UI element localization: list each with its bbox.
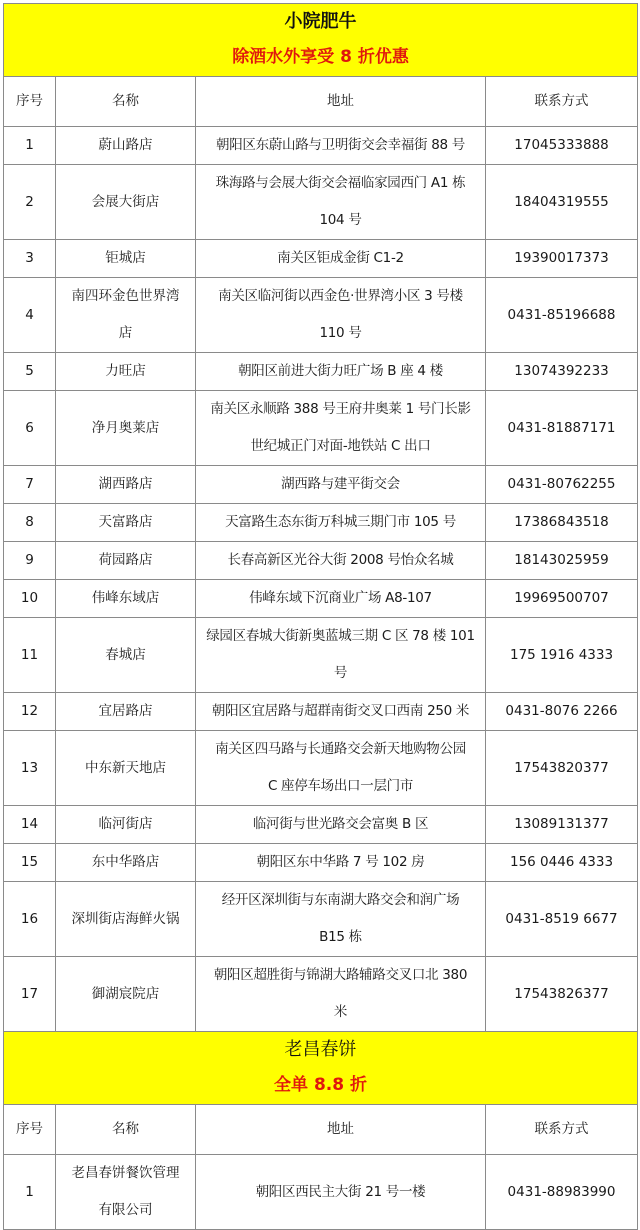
store-name [56, 278, 196, 353]
store-name [56, 466, 196, 504]
store-name-line: 店 [118, 325, 133, 341]
store-address [196, 957, 486, 1032]
row-number: 5 [4, 353, 56, 391]
store-name-line: 老昌春饼餐饮管理 [71, 1165, 180, 1181]
banner-cell [4, 4, 638, 77]
store-name [56, 240, 196, 278]
store-name [56, 1155, 196, 1230]
store-address-line: 朝阳区西民主大街 21 号一楼 [255, 1183, 426, 1200]
store-name-line: 湖西路店 [98, 476, 153, 492]
column-header-address: 地址 [196, 77, 486, 127]
column-header-number: 序号 [4, 1105, 56, 1155]
store-name [56, 542, 196, 580]
row-number: 8 [4, 504, 56, 542]
table-row [4, 618, 638, 693]
table-row [4, 165, 638, 240]
store-address-line: B15 栋 [319, 929, 362, 945]
row-number: 14 [4, 806, 56, 844]
store-name-line: 御湖宸院店 [91, 985, 160, 1002]
store-address-line: 经开区深圳街与东南湖大路交会和润广场 [221, 892, 460, 908]
table-row [4, 542, 638, 580]
store-address-line: 珠海路与会展大街交会福临家园西门 A1 栋 [215, 175, 466, 191]
table-row [4, 127, 638, 165]
store-name [56, 580, 196, 618]
column-header-contact: 联系方式 [486, 77, 638, 127]
store-contact-phone: 19969500707 [486, 580, 638, 618]
store-contact-phone: 17543826377 [486, 957, 638, 1032]
store-address [196, 127, 486, 165]
table-row [4, 731, 638, 806]
store-name-line: 春城店 [105, 646, 146, 663]
store-name-line: 净月奥莱店 [91, 419, 160, 436]
store-address [196, 580, 486, 618]
store-contact-phone: 18143025959 [486, 542, 638, 580]
column-header-name: 名称 [56, 1105, 196, 1155]
store-name-line: 有限公司 [98, 1202, 153, 1218]
store-contact-phone: 175 1916 4333 [486, 618, 638, 693]
store-address-line: 南关区永顺路 388 号王府井奥莱 1 号门长影 [210, 401, 471, 417]
row-number: 17 [4, 957, 56, 1032]
promotion-text: 全单 8.8 折 [274, 1075, 367, 1095]
store-contact-phone: 17386843518 [486, 504, 638, 542]
store-contact-phone: 13089131377 [486, 806, 638, 844]
store-contact-phone: 17045333888 [486, 127, 638, 165]
store-name [56, 353, 196, 391]
table-row [4, 580, 638, 618]
store-name [56, 127, 196, 165]
store-address-line: 天富路生态东街万科城三期门市 105 号 [225, 514, 456, 530]
store-address-line: 110 号 [319, 325, 362, 341]
store-address [196, 806, 486, 844]
store-name-line: 伟峰东域店 [91, 590, 160, 606]
store-address [196, 240, 486, 278]
store-name-line: 蔚山路店 [98, 137, 153, 153]
store-contact-phone: 0431-85196688 [486, 278, 638, 353]
row-number: 10 [4, 580, 56, 618]
store-name-line: 东中华路店 [91, 854, 160, 870]
row-number: 15 [4, 844, 56, 882]
store-name-line: 会展大街店 [91, 193, 160, 210]
store-contact-phone: 19390017373 [486, 240, 638, 278]
table-header-row [4, 1105, 638, 1155]
table-row [4, 240, 638, 278]
store-address [196, 542, 486, 580]
store-address [196, 693, 486, 731]
store-address-line: 长春高新区光谷大街 2008 号怡众名城 [227, 552, 454, 568]
store-address-line: C 座停车场出口一层门市 [267, 778, 414, 794]
store-address-line: 伟峰东域下沉商业广场 A8-107 [249, 590, 432, 606]
store-name-line: 荷园路店 [98, 552, 153, 568]
store-name-line: 深圳街店海鲜火锅 [71, 910, 180, 927]
table-row [4, 957, 638, 1032]
store-address [196, 353, 486, 391]
store-name-line: 天富路店 [98, 514, 153, 530]
row-number: 12 [4, 693, 56, 731]
column-header-address: 地址 [196, 1105, 486, 1155]
row-number: 9 [4, 542, 56, 580]
store-name [56, 165, 196, 240]
row-number: 13 [4, 731, 56, 806]
store-name [56, 806, 196, 844]
store-address [196, 1155, 486, 1230]
store-name [56, 391, 196, 466]
column-header-name: 名称 [56, 77, 196, 127]
table-row [4, 1155, 638, 1230]
table-row [4, 466, 638, 504]
row-number: 7 [4, 466, 56, 504]
store-name [56, 731, 196, 806]
restaurant-title: 老昌春饼 [284, 1039, 357, 1060]
store-contact-phone: 17543820377 [486, 731, 638, 806]
store-address-line: 世纪城正门对面-地铁站 C 出口 [250, 438, 431, 454]
store-address-line: 临河街与世光路交会富奥 B 区 [252, 816, 429, 832]
store-address [196, 504, 486, 542]
store-name-line: 南四环金色世界湾 [71, 288, 180, 304]
store-address-line: 朝阳区宜居路与超群南街交叉口西南 250 米 [211, 703, 470, 719]
table-row [4, 844, 638, 882]
store-name [56, 957, 196, 1032]
store-address-line: 南关区临河街以西金色·世界湾小区 3 号楼 [218, 288, 463, 304]
table-row [4, 693, 638, 731]
row-number: 4 [4, 278, 56, 353]
row-number: 1 [4, 127, 56, 165]
store-address [196, 165, 486, 240]
table-row [4, 353, 638, 391]
table-row [4, 278, 638, 353]
store-name [56, 693, 196, 731]
row-number: 2 [4, 165, 56, 240]
store-address-line: 南关区四马路与长通路交会新天地购物公园 [215, 741, 466, 757]
store-address-line: 湖西路与建平街交会 [281, 476, 400, 492]
store-address [196, 844, 486, 882]
store-address-line: 104 号 [319, 212, 362, 228]
row-number: 16 [4, 882, 56, 957]
store-name [56, 504, 196, 542]
store-name-line: 中东新天地店 [85, 759, 166, 776]
store-name-line: 宜居路店 [98, 703, 153, 719]
column-header-contact: 联系方式 [486, 1105, 638, 1155]
store-address-line: 朝阳区东中华路 7 号 102 房 [256, 854, 425, 870]
store-name-line: 钜城店 [105, 250, 146, 266]
store-address [196, 731, 486, 806]
store-contact-phone: 0431-80762255 [486, 466, 638, 504]
store-contact-phone: 0431-81887171 [486, 391, 638, 466]
store-address-line: 绿园区春城大街新奥蓝城三期 C 区 78 楼 101 [206, 628, 475, 644]
store-address-line: 朝阳区超胜街与锦湖大路辅路交叉口北 380 [213, 967, 468, 983]
section-banner [4, 4, 638, 77]
store-contact-phone: 156 0446 4333 [486, 844, 638, 882]
row-number: 3 [4, 240, 56, 278]
table-row [4, 391, 638, 466]
store-address [196, 618, 486, 693]
restaurant-title: 小院肥牛 [284, 11, 357, 32]
store-contact-phone: 0431-8076 2266 [486, 693, 638, 731]
store-contact-phone: 0431-8519 6677 [486, 882, 638, 957]
store-address [196, 391, 486, 466]
section-banner [4, 1032, 638, 1105]
store-address-line: 朝阳区前进大街力旺广场 B 座 4 楼 [238, 363, 443, 379]
table-row [4, 504, 638, 542]
store-address-line: 米 [333, 1004, 348, 1020]
table-header-row [4, 77, 638, 127]
store-address-line: 朝阳区东蔚山路与卫明街交会幸福街 88 号 [216, 137, 465, 153]
store-table [3, 3, 638, 1230]
row-number: 11 [4, 618, 56, 693]
store-address [196, 466, 486, 504]
store-list-document [3, 3, 637, 1230]
column-header-number: 序号 [4, 77, 56, 127]
store-address [196, 278, 486, 353]
store-address-line: 南关区钜成金街 C1-2 [277, 250, 404, 266]
store-name [56, 618, 196, 693]
table-row [4, 882, 638, 957]
row-number: 1 [4, 1155, 56, 1230]
store-address [196, 882, 486, 957]
promotion-text: 除酒水外享受 8 折优惠 [232, 47, 409, 67]
store-name [56, 882, 196, 957]
store-name [56, 844, 196, 882]
row-number: 6 [4, 391, 56, 466]
store-contact-phone: 13074392233 [486, 353, 638, 391]
table-row [4, 806, 638, 844]
store-name-line: 临河街店 [98, 816, 153, 832]
store-address-line: 号 [333, 665, 348, 681]
store-contact-phone: 0431-88983990 [486, 1155, 638, 1230]
banner-cell [4, 1032, 638, 1105]
store-name-line: 力旺店 [105, 363, 146, 379]
store-contact-phone: 18404319555 [486, 165, 638, 240]
